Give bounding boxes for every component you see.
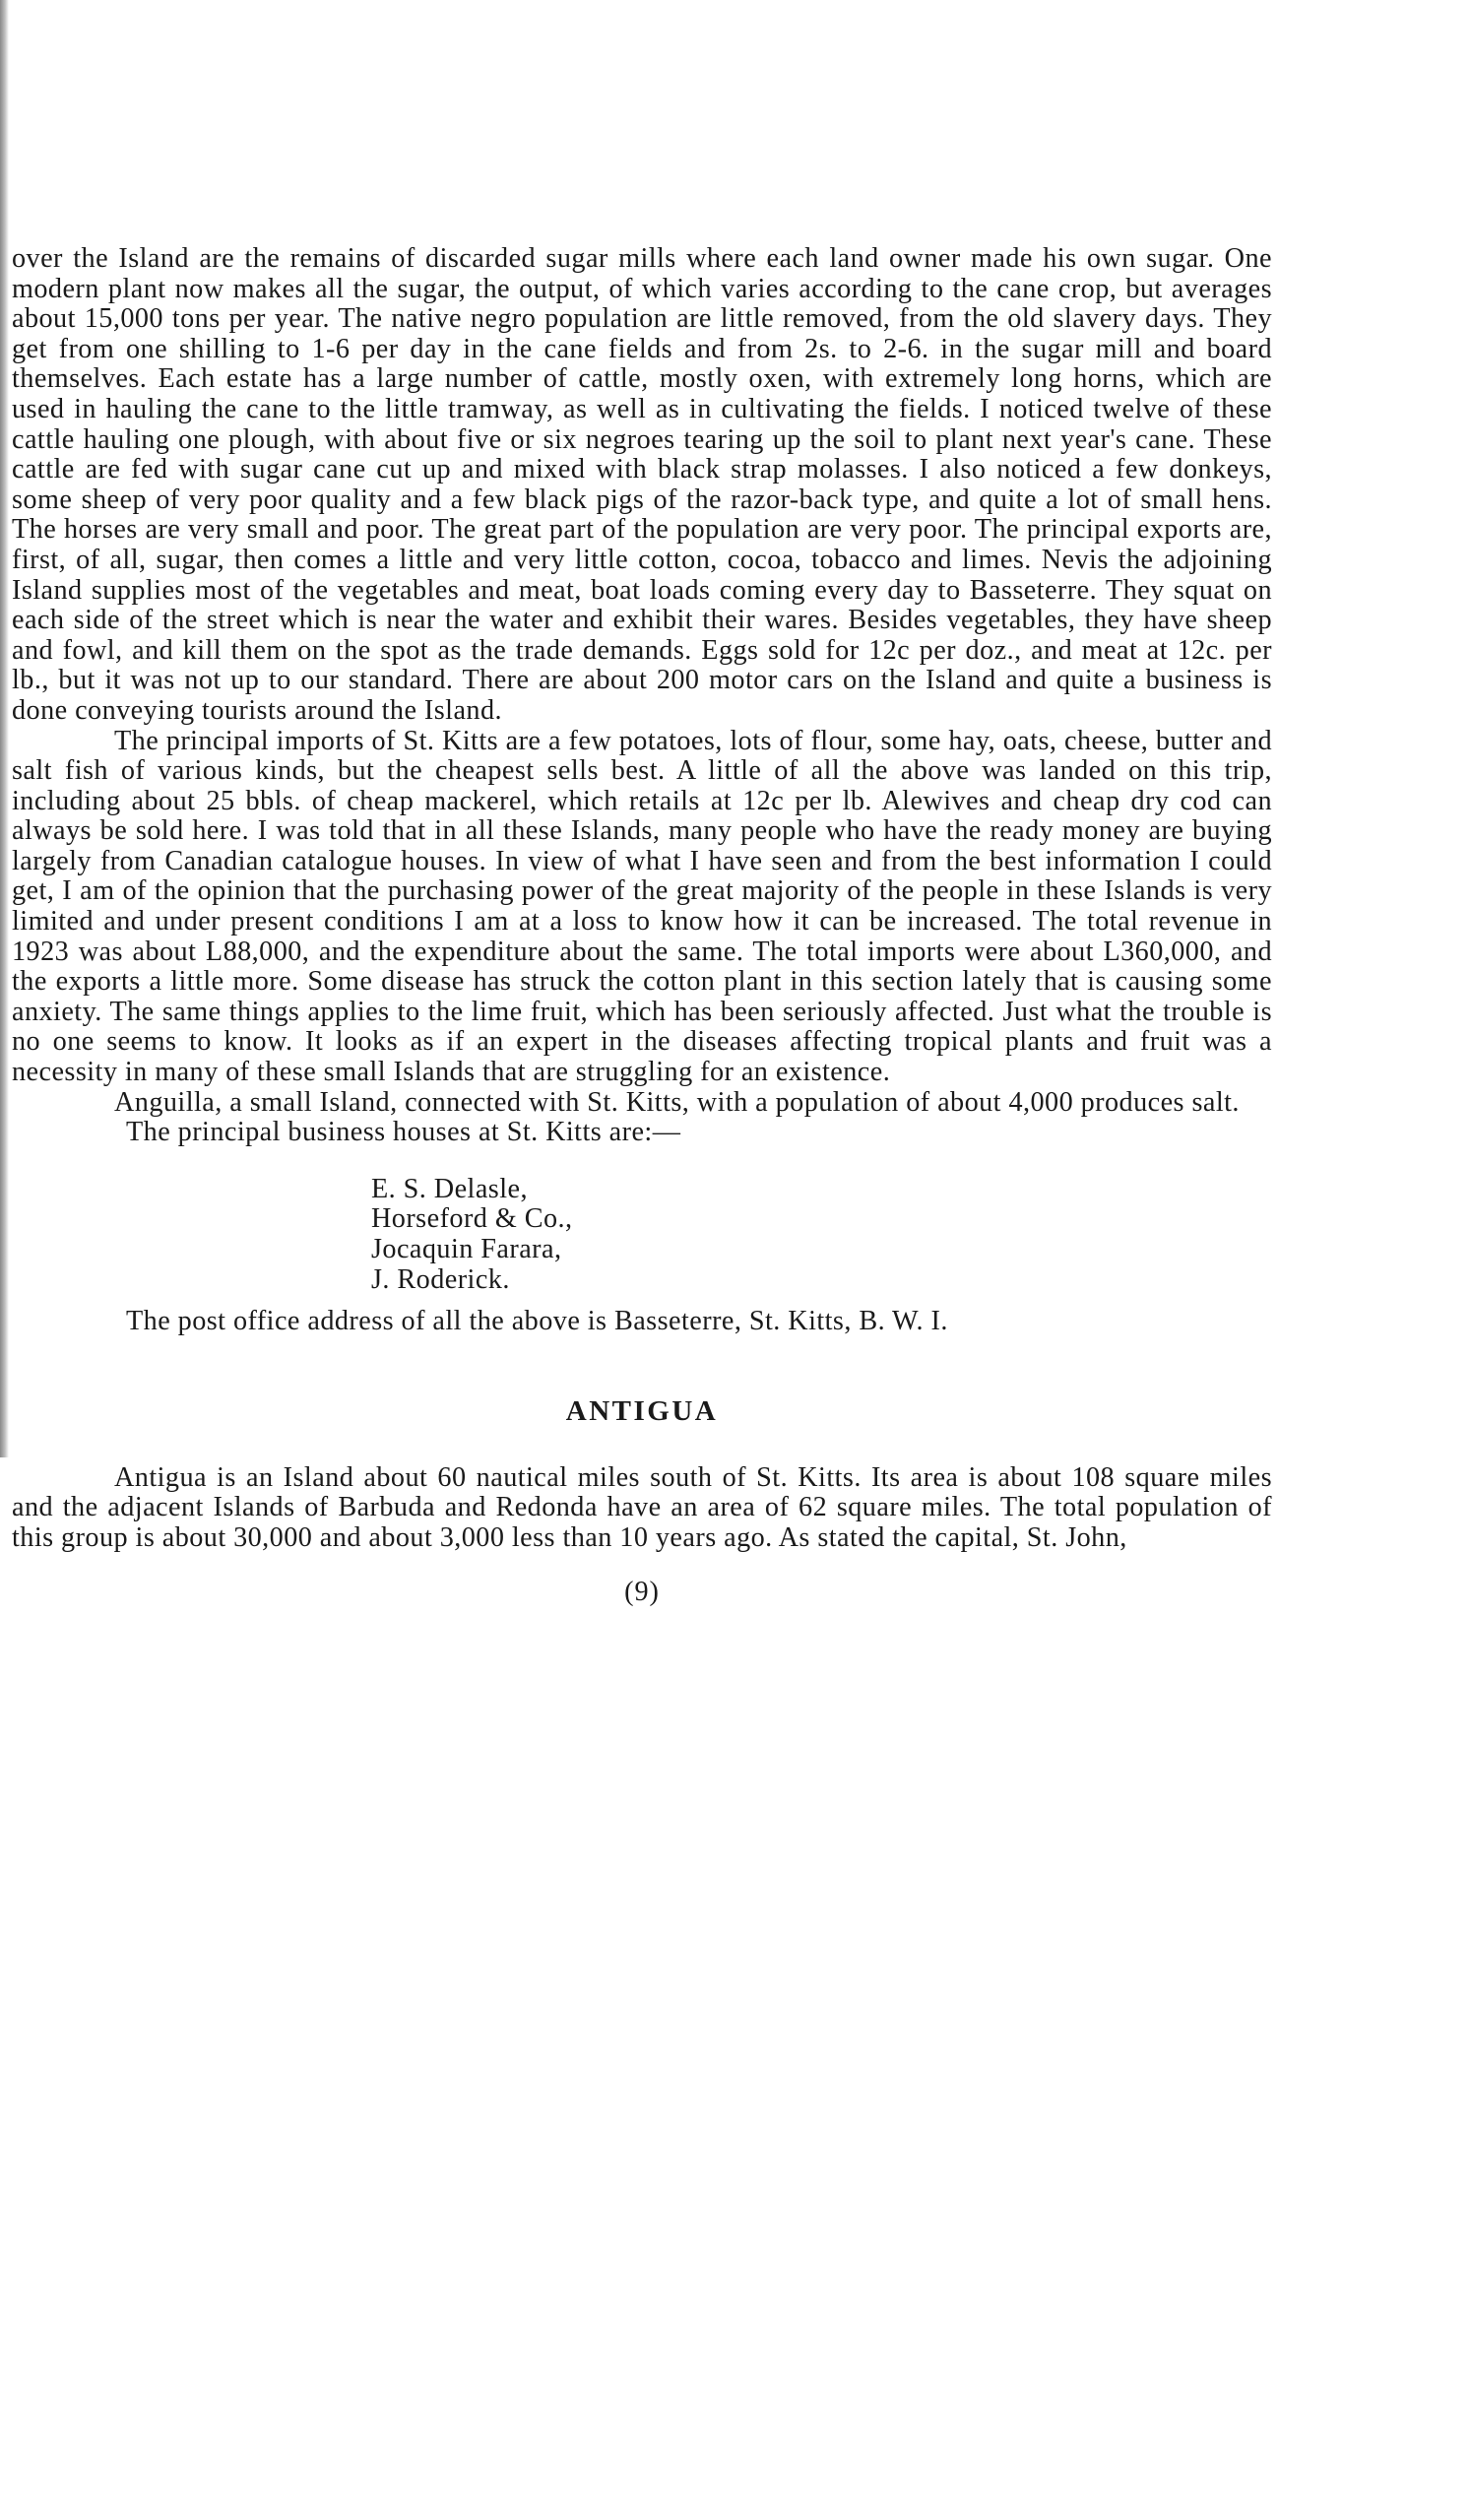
business-house-item: J. Roderick.	[371, 1263, 510, 1295]
section-heading-antigua: ANTIGUA	[565, 1394, 719, 1427]
antigua-paragraph: Antigua is an Island about 60 nautical miles south of St. Kitts. Its area is about 108 square miles and the adjacent Islands of Barbuda and Redonda have an area of 62 square miles. The total population of this group is about 30,000 and about 3,000 less than 10 years ago. As stated the capital, St. John,	[12, 1461, 1272, 1553]
anguilla-paragraph: Anguilla, a small Island, connected with St. Kitts, with a population of about 4,000 produces salt.	[114, 1086, 1240, 1118]
continuation-paragraph: over the Island are the remains of discarded sugar mills where each land owner made his own sugar. One modern plant now makes all the sugar, the output, of which varies according to the cane crop, but averages about 15,000 tons per year. The native negro population are little removed, from the old slavery days. They get from one shilling to 1-6 per day in the cane fields and from 2s. to 2-6. in the sugar mill and board themselves. Each estate has a large number of cattle, mostly oxen, with extremely long horns, which are used in hauling the cane to the little tramway, as well as in cultivating the fields. I noticed twelve of these cattle hauling one plough, with about five or six negroes tearing up the soil to plant next year's cane. These cattle are fed with sugar cane cut up and mixed with black strap molasses. I also noticed a few donkeys, some sheep of very poor quality and a few black pigs of the razor-back type, and quite a lot of small hens. The horses are very small and poor. The great part of the population are very poor. The principal exports are, first, of all, sugar, then comes a little and very little cotton, cocoa, tobacco and limes. Nevis the adjoining Island supplies most of the vegetables and meat, boat loads coming every day to Basseterre. They squat on each side of the street which is near the water and exhibit their wares. Besides vegetables, they have sheep and fowl, and kill them on the spot as the trade demands. Eggs sold for 12c per doz., and meat at 12c. per lb., but it was not up to our standard. There are about 200 motor cars on the Island and quite a business is done conveying tourists around the Island.	[12, 243, 1272, 726]
business-houses-list	[12, 1175, 1272, 1295]
document-page	[12, 244, 1272, 1609]
business-house-item: Jocaquin Farara,	[371, 1234, 562, 1264]
post-office-line: The post office address of all the above is Basseterre, St. Kitts, B. W. I.	[126, 1306, 948, 1337]
page-number: (9)	[624, 1576, 660, 1607]
business-house-item: Horseford & Co.,	[371, 1203, 573, 1235]
imports-paragraph: The principal imports of St. Kitts are a few potatoes, lots of flour, some hay, oats, cheese, butter and salt fish of various kinds, but the cheapest sells best. A little of all the above was landed on this trip, including about 25 bbls. of cheap mackerel, which retails at 12c per lb. Alewives and cheap dry cod can always be sold here. I was told that in all these Islands, many people who have the ready money are buying largely from Canadian catalogue houses. In view of what I have seen and from the best information I could get, I am of the opinion that the purchasing power of the great majority of the people in these Islands is very limited and under present conditions I am at a loss to know how it can be increased. The total revenue in 1923 was about L88,000, and the expenditure about the same. The total imports were about L360,000, and the exports a little more. Some disease has struck the cotton plant in this section lately that is causing some anxiety. The same things applies to the lime fruit, which has been seriously affected. Just what the trouble is no one seems to know. It looks as if an expert in the diseases affecting tropical plants and fruit was a necessity in many of these small Islands that are struggling for an existence.	[12, 725, 1272, 1088]
business-house-item: E. S. Delasle,	[371, 1173, 528, 1204]
page-binding-edge	[0, 0, 9, 1457]
business-houses-intro: The principal business houses at St. Kitts are:—	[126, 1117, 681, 1148]
